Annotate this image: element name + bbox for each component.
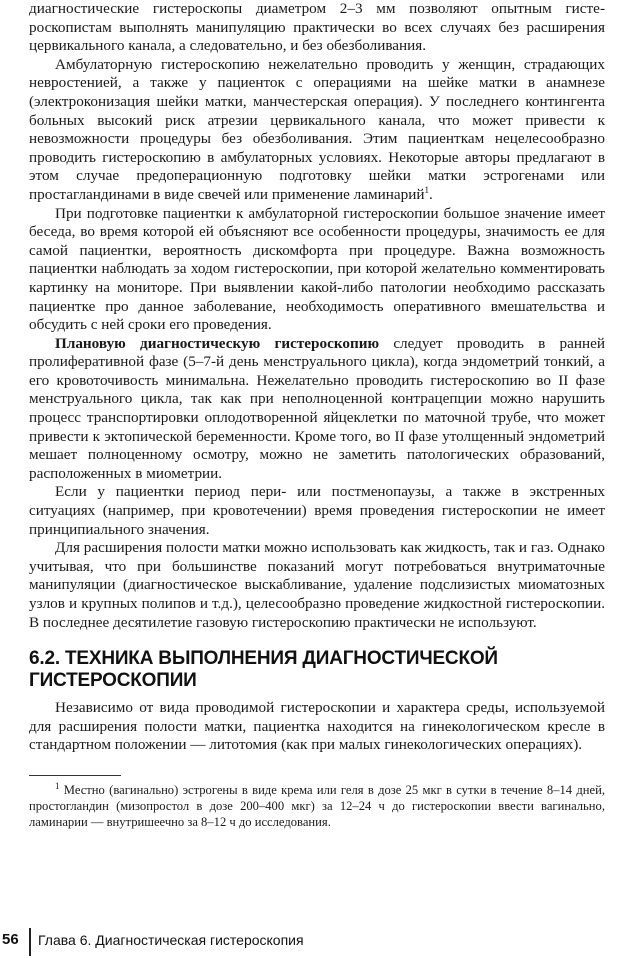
paragraph-text: Амбулаторную гистероскопию нежелательно проводить у женщин, страдающих невростенией, а также у пациенток с операциями на шейке матки в анамнезе (электроконизация шейки матки, манчестерская операция). У последнего контингента больных высокий риск атрезии цервикального канала, что может привести к невозможности процедуры без обезболивания. Этим пациенткам нецелесообразно проводить гистероскопию в амбулаторных условиях. Некоторые авторы предлагают в этом случае предоперационную подготовку шейки матки эстрогенами или простагландинами в виде свечей или применение ламинарий [29,55,605,203]
page-body [29,0,605,831]
paragraph-end: . [428,185,433,203]
paragraph-patient-position: Независимо от вида проводимой гистероскопии и характера среды, используемой для расширения полости матки, пациентка находится на гинекологическом кресле в стандартном положении — литотомия (как при малых гинекологических операциях). [29,699,605,754]
paragraph-text: следует проводить в ранней пролиферативной фазе (5–7-й день менструального цикла), когда эндометрий тонкий, а его кровоточивость минимальна. Нежелательно проводить гистероскопию во II фазе менструального цикла, так как при неполноценной контрацепции можно нарушить процесс транспортировки оплодотворенной яйцеклетки по маточной трубе, что может привести к эктопической беременности. Кроме того, во II фазе утолщенный эндометрий мешает полноценному осмотру, можно не заметить патологических образований, расположенных в миометрии. [29,334,605,482]
footnote [29,782,605,831]
paragraph-planned-hysteroscopy [29,335,605,484]
paragraph-continuation: диагностические гистероскопы диаметром 2–3 мм позволяют опытным гистероскопистам выполнять манипуляцию практически во всех случаях без расширения цервикального канала, а следовательно, и без обезболивания. [29,0,605,55]
page-number: 56 [2,931,19,948]
footnote-marker: 1 [55,780,60,791]
section-heading-line2: ГИСТЕРОСКОПИИ [29,670,197,692]
paragraph-patient-preparation: При подготовке пациентки к амбулаторной гистероскопии большое значение имеет беседа, во время которой ей объясняют все особенности процедуры, значимость ее для самой пациентки, вероятность дискомфорта при процедуре. Важна возможность пациентки наблюдать за ходом гистероскопии, при которой желательно комментировать картинку на мониторе. При выявлении какой-либо патологии необходимо рассказать пациентке про данное заболевание, необходимость оперативного вмешательства и обсудить с ней сроки его проведения. [29,204,605,334]
footer-divider [29,928,31,956]
section-heading [29,648,605,692]
paragraph-distension-media: Для расширения полости матки можно использовать как жидкость, так и газ. Однако учитывая, что при большинстве показаний могут потребоваться внутриматочные манипуляции (диагностическое выскабливание, удаление подслизистых миоматозных узлов и крупных полипов и т.д.), целесообразно проведение жидкостной гистероскопии. В последнее десятилетие газовую гистероскопию практически не используют. [29,539,605,631]
footnote-text: Местно (вагинально) эстрогены в виде крема или геля в дозе 25 мкг в сутки в течение 8–14 дней, простогландин (мизопростол в дозе 200–400 мкг) за 12–24 ч до гистероскопии ввести вагинально, ламинарии — внутришеечно за 8–12 ч до исследования. [29,782,605,830]
footnote-reference[interactable]: 1 [424,184,429,195]
bold-term: Плановую диагностическую гистероскопию [55,334,380,352]
paragraph-menopause: Если у пациентки период пери- или постменопаузы, а также в экстренных ситуациях (например, при кровотечении) время проведения гистероскопии не имеет принципиального значения. [29,483,605,538]
page-footer [0,928,620,958]
running-chapter-title: Глава 6. Диагностическая гистероскопия [38,932,304,948]
paragraph-ambulatory-contraindications [29,56,605,205]
section-heading-line1: 6.2. ТЕХНИКА ВЫПОЛНЕНИЯ ДИАГНОСТИЧЕСКОЙ [29,648,498,670]
footnote-divider [29,775,121,776]
